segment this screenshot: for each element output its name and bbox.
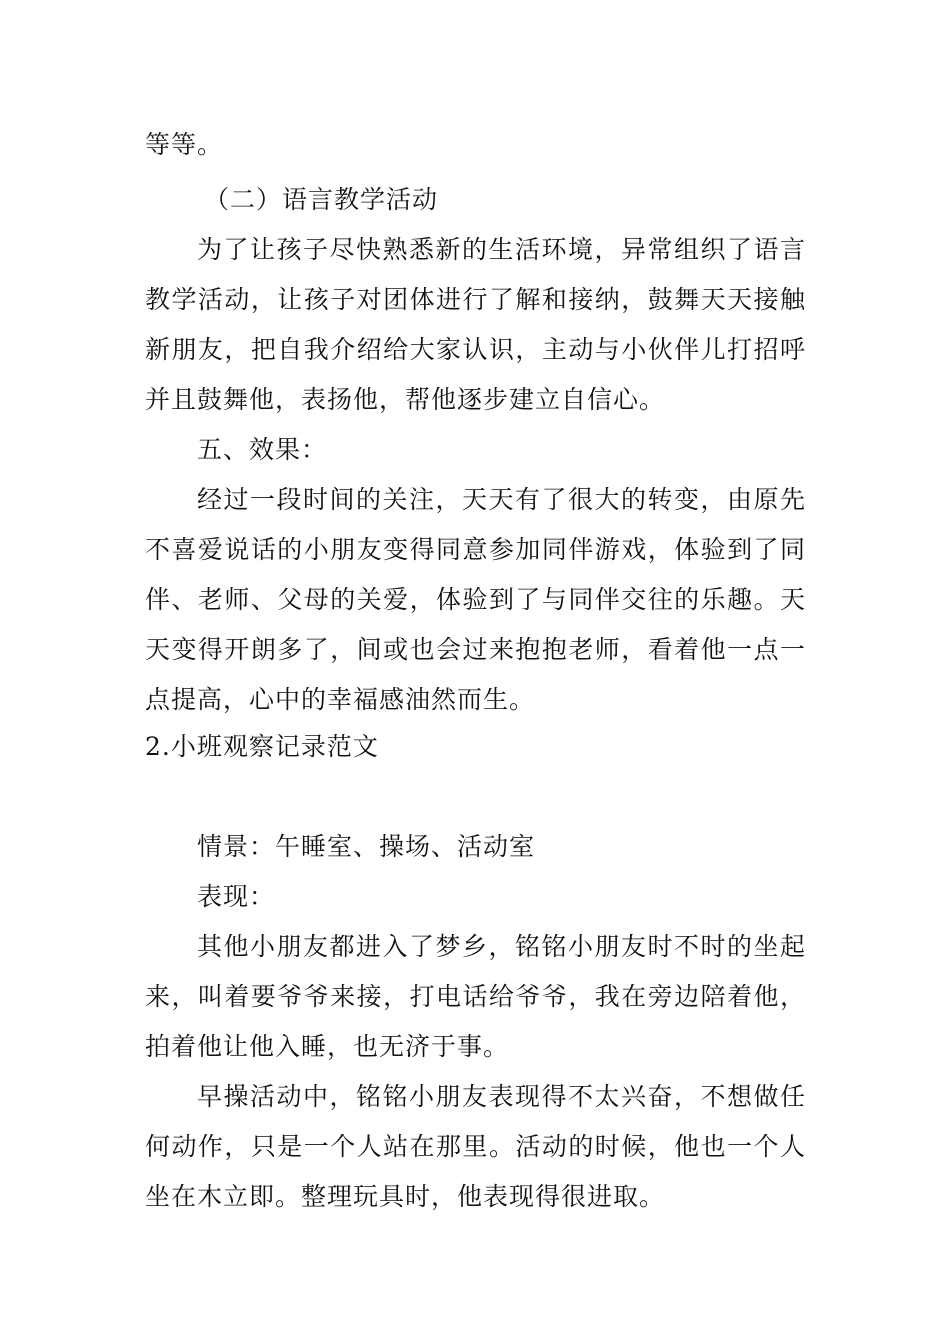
paragraph-line: 表现：: [197, 882, 276, 911]
paragraph-line: 伴、老师、父母的关爱，体验到了与同伴交往的乐趣。天: [145, 585, 805, 614]
section-heading: （二）语言教学活动: [204, 185, 439, 214]
paragraph-line: 天变得开朗多了，间或也会过来抱抱老师，看着他一点一: [145, 635, 805, 664]
paragraph-line: 拍着他让他入睡，也无济于事。: [145, 1032, 510, 1061]
paragraph-line: 情景：午睡室、操场、活动室: [197, 832, 536, 861]
paragraph-line: 教学活动，让孩子对团体进行了解和接纳，鼓舞天天接触: [145, 285, 805, 314]
article-title: 2.小班观察记录范文: [145, 732, 379, 761]
paragraph-line: 经过一段时间的关注，天天有了很大的转变，由原先: [197, 485, 805, 514]
paragraph-line: 不喜爱说话的小朋友变得同意参加同伴游戏，体验到了同: [145, 535, 805, 564]
paragraph-line: 早操活动中，铭铭小朋友表现得不太兴奋，不想做任: [197, 1082, 805, 1111]
text-line: 等等。: [145, 130, 224, 159]
paragraph-line: 其他小朋友都进入了梦乡，铭铭小朋友时不时的坐起: [197, 932, 805, 961]
paragraph-line: 为了让孩子尽快熟悉新的生活环境，异常组织了语言: [197, 235, 805, 264]
paragraph-line: 并且鼓舞他，表扬他，帮他逐步建立自信心。: [145, 385, 666, 414]
paragraph-line: 来，叫着要爷爷来接，打电话给爷爷，我在旁边陪着他，: [145, 982, 805, 1011]
paragraph-line: 点提高，心中的幸福感油然而生。: [145, 685, 536, 714]
paragraph-line: 新朋友，把自我介绍给大家认识，主动与小伙伴儿打招呼: [145, 335, 805, 364]
paragraph-line: 坐在木立即。整理玩具时，他表现得很进取。: [145, 1182, 666, 1211]
paragraph-line: 何动作，只是一个人站在那里。活动的时候，他也一个人: [145, 1132, 805, 1161]
section-heading: 五、效果：: [197, 435, 328, 464]
